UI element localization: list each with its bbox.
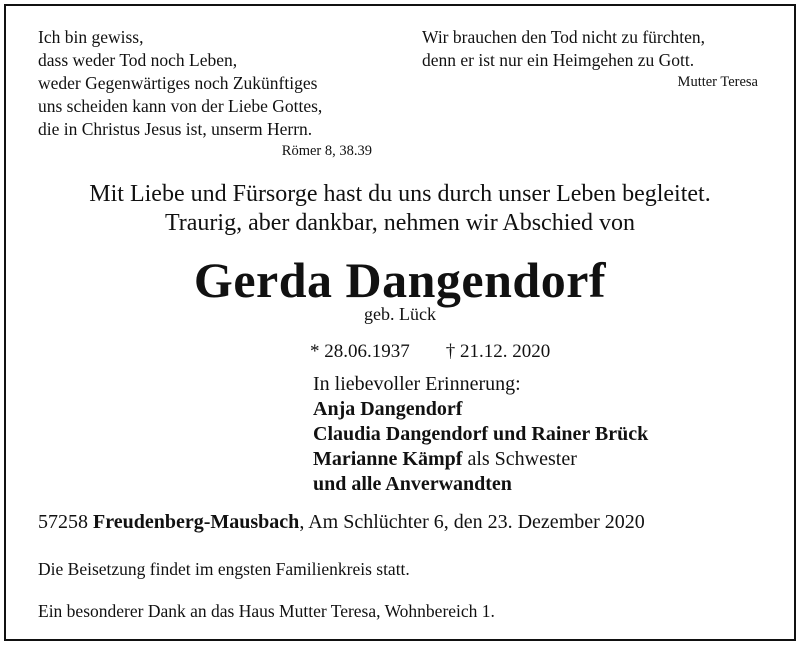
teresa-quote [422, 26, 758, 92]
verse-line: weder Gegenwärtiges noch Zukünftiges [38, 73, 318, 93]
burial-note: Die Beisetzung findet im engsten Familienkreis statt. [38, 559, 410, 579]
mourners-heading: In liebevoller Erinnerung: [313, 373, 521, 395]
bible-verse-quote [38, 26, 372, 161]
death-date: † 21.12. 2020 [445, 341, 551, 362]
life-dates [310, 340, 550, 364]
mourner-relation: als Schwester [462, 448, 577, 470]
mourner: und alle Anverwandten [313, 473, 512, 495]
intro-line-1: Mit Liebe und Fürsorge hast du uns durch unser Leben begleitet. [89, 181, 711, 207]
quote-author: Mutter Teresa [677, 74, 758, 90]
verse-line: die in Christus Jesus ist, unserm Herrn. [38, 119, 313, 139]
address-date: , Am Schlüchter 6, den 23. Dezember 2020 [299, 511, 645, 533]
postal-code: 57258 [38, 511, 93, 533]
place-and-date [38, 510, 645, 535]
mourner-name: Marianne Kämpf [313, 448, 463, 470]
mourner: Claudia Dangendorf und Rainer Brück [313, 423, 649, 445]
intro-line-2: Traurig, aber dankbar, nehmen wir Abschied von [164, 210, 636, 236]
deceased-name: Gerda Dangendorf [193, 252, 607, 308]
quote-line: Wir brauchen den Tod nicht zu fürchten, [422, 27, 705, 47]
intro-text [6, 180, 794, 238]
town: Freudenberg-Mausbach [93, 511, 300, 533]
maiden-name: geb. Lück [364, 304, 436, 324]
verse-line: Ich bin gewiss, [38, 27, 144, 47]
thanks-note: Ein besonderer Dank an das Haus Mutter Teresa, Wohnbereich 1. [38, 601, 495, 621]
obituary-notice [4, 4, 796, 641]
birth-date: * 28.06.1937 [310, 341, 410, 362]
verse-line: uns scheiden kann von der Liebe Gottes, [38, 96, 323, 116]
verse-line: dass weder Tod noch Leben, [38, 50, 238, 70]
mourner: Anja Dangendorf [313, 398, 463, 420]
mourners-list [313, 372, 648, 497]
verse-reference: Römer 8, 38.39 [281, 143, 372, 159]
quote-line: denn er ist nur ein Heimgehen zu Gott. [422, 50, 695, 70]
mourner [313, 447, 648, 472]
